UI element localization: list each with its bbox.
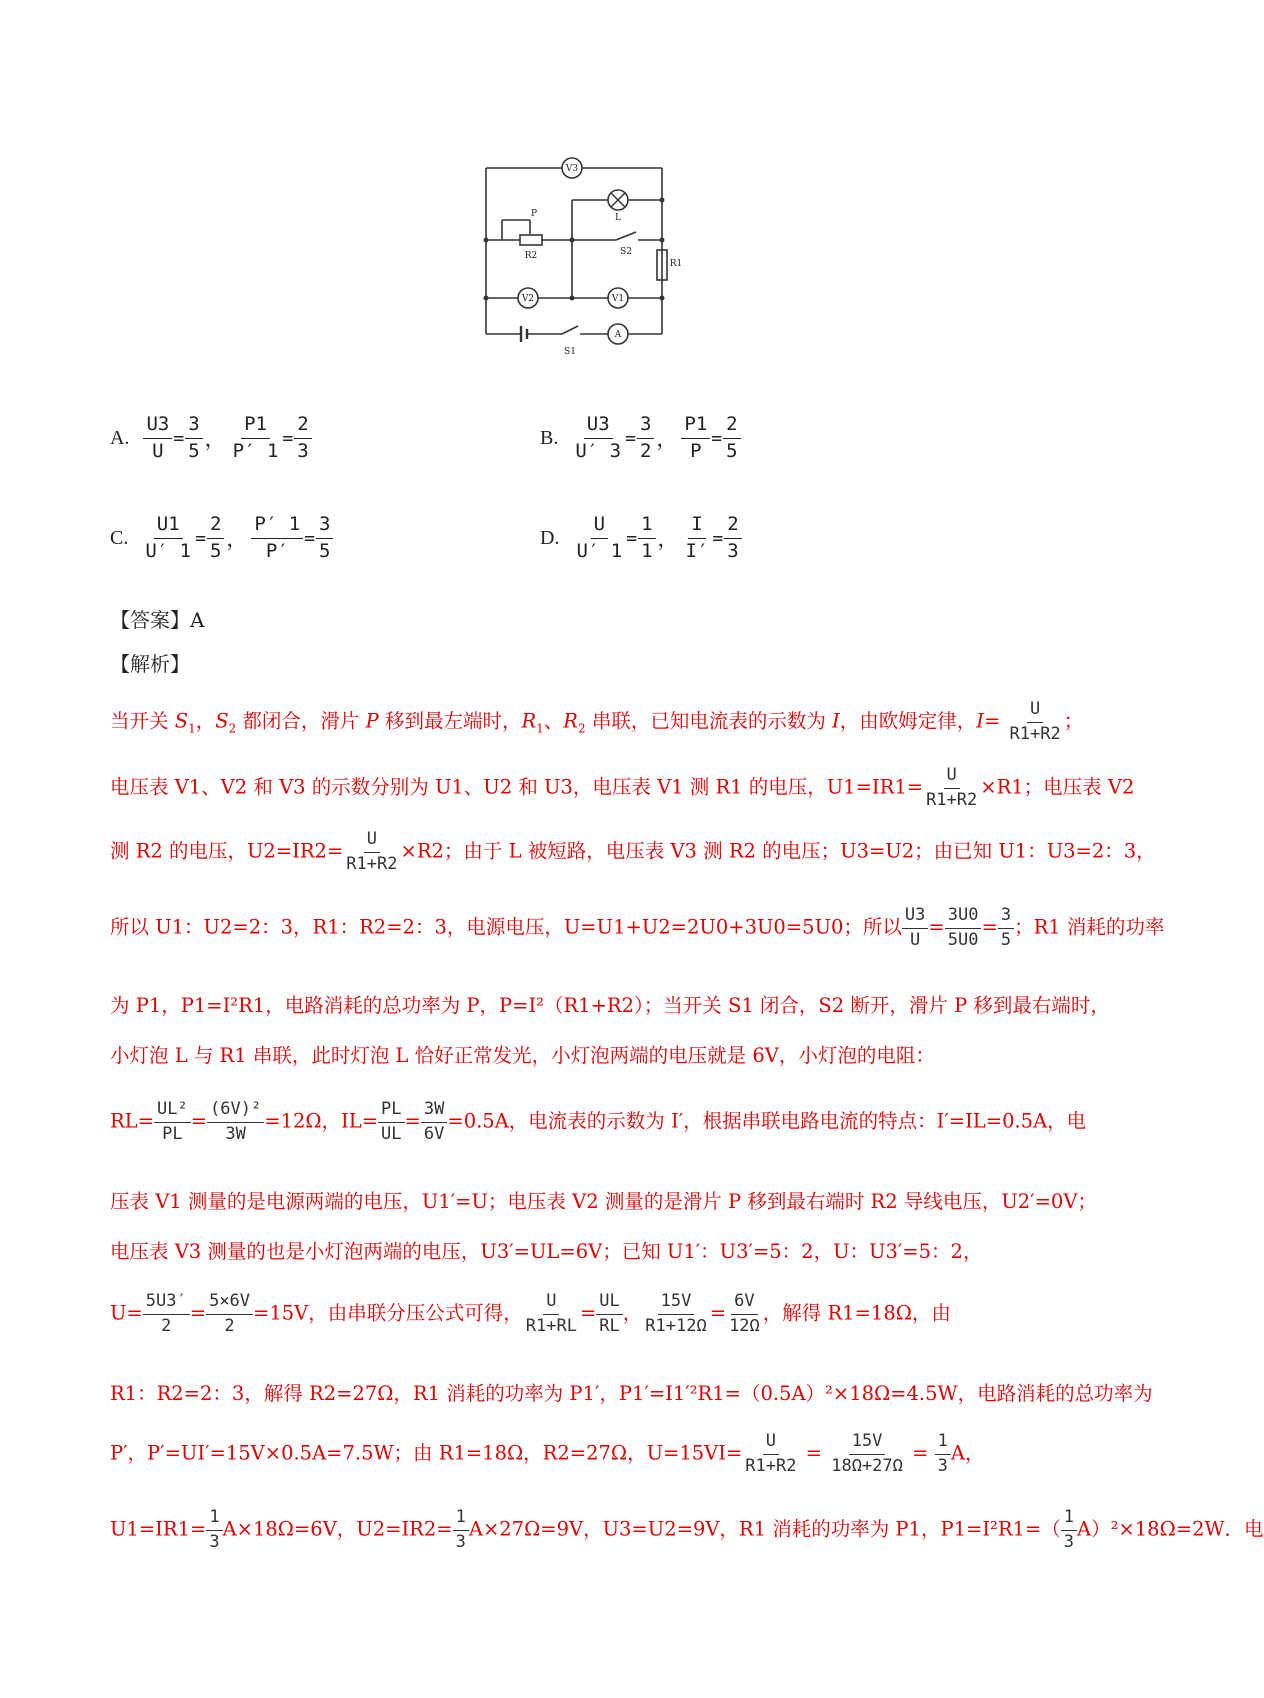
fraction-denominator: U′ 1 bbox=[145, 539, 192, 562]
label-p: P bbox=[530, 209, 538, 219]
fraction-numerator: P1 bbox=[241, 414, 270, 439]
fraction-numerator: 1 bbox=[638, 514, 655, 539]
fraction-numerator: 2 bbox=[724, 514, 741, 539]
option-letter: A. bbox=[110, 426, 130, 449]
analysis-line-2: 电压表 V1、V2 和 V3 的示数分别为 U1、U2 和 U3，电压表 V1 测 R1 的电压，U1=IR1= $\frac{U}{R1+R2}$ ×R1；电压表 V2 bbox=[110, 765, 1135, 810]
fraction bbox=[723, 414, 740, 463]
label-lamp: L bbox=[615, 213, 621, 223]
fraction: $\frac{\text{(6V)²}}{3W}$ bbox=[207, 1100, 264, 1144]
fraction-denominator: P′ bbox=[265, 539, 289, 562]
fraction: $\frac{1}{3}$ bbox=[1061, 1508, 1077, 1552]
fraction-denominator: 5 bbox=[319, 539, 331, 562]
analysis-line-4: 所以 U1：U2=2：3，R1：R2=2：3，电源电压，U=U1+U2=2U0+3U0=5U0；所以 $\frac{U3}{U}$ = $\frac{3U0}{5U0}$ = $\frac{3}{5}$ ；R1 消耗的功率 bbox=[110, 905, 1165, 950]
fraction bbox=[681, 414, 710, 463]
fraction bbox=[142, 514, 194, 563]
fraction: $\frac{UL}{RL}$ bbox=[596, 1292, 622, 1336]
analysis-label: 【解析】 bbox=[110, 652, 190, 676]
fraction-denominator: 5 bbox=[726, 439, 738, 462]
fraction-denominator: 3 bbox=[297, 439, 309, 462]
fraction bbox=[638, 514, 655, 563]
option-c: C. $\frac{U1}{U' 1}$ = $\frac{2}{5}$ ， $\frac{P' 1}{P'}$ = $\frac{3}{5}$ bbox=[110, 514, 333, 563]
analysis-line-13: U1=IR1= $\frac{1}{3}$ A×18Ω=6V，U2=IR2= $\frac{1}{3}$ A×27Ω=9V，U3=U2=9V，R1 消耗的功率为 P1，P1=I²R1=（ $\frac{1}{3}$ A）²×18Ω=2W．电 bbox=[110, 1507, 1264, 1552]
analysis-line-12: P′，P′=UI′=15V×0.5A=7.5W；由 R1=18Ω，R2=27Ω，U=15VI= $\frac{U}{R1+R2}$ = $\frac{15V}{18\Omega+27\Omega}$ = $\frac{1}{3}$ A， bbox=[110, 1431, 985, 1476]
fraction-denominator: P′ 1 bbox=[232, 439, 279, 462]
fraction-denominator: 3 bbox=[727, 539, 739, 562]
label-v2: V2 bbox=[521, 294, 535, 304]
fraction bbox=[572, 414, 624, 463]
fraction: $\frac{U}{R1+R2}$ bbox=[926, 765, 978, 810]
fraction bbox=[207, 514, 224, 563]
fraction: $\frac{PL}{UL}$ bbox=[378, 1100, 404, 1144]
fraction-numerator: P1 bbox=[681, 414, 710, 439]
fraction-numerator: 3 bbox=[316, 514, 333, 539]
option-letter: C. bbox=[110, 526, 129, 549]
label-r1: R1 bbox=[669, 259, 683, 269]
fraction: $\frac{1}{3}$ bbox=[206, 1508, 222, 1552]
analysis-line-8: 压表 V1 测量的是电源两端的电压，U1′=U；电压表 V2 测量的是滑片 P 移到最右端时 R2 导线电压，U2′=0V； bbox=[110, 1190, 1097, 1213]
fraction-denominator: 2 bbox=[639, 439, 652, 462]
option-b: B. $\frac{U3}{U' 3}$ = $\frac{3}{2}$ ， $\frac{P1}{P}$ = $\frac{2}{5}$ bbox=[540, 414, 741, 463]
fraction bbox=[573, 514, 625, 563]
fraction: $\frac{5U3'}{2}$ bbox=[143, 1292, 190, 1336]
fraction: $\frac{3}{5}$ bbox=[998, 906, 1014, 950]
fraction bbox=[251, 514, 303, 563]
fraction-numerator: 3 bbox=[637, 414, 654, 439]
fraction bbox=[316, 514, 333, 563]
fraction-numerator: U1 bbox=[154, 514, 183, 539]
option-letter: D. bbox=[540, 526, 560, 549]
fraction bbox=[637, 414, 654, 463]
fraction-denominator: U′ 1 bbox=[576, 539, 623, 562]
fraction-numerator: 2 bbox=[294, 414, 311, 439]
fraction: $\frac{1}{3}$ bbox=[453, 1508, 469, 1552]
analysis-line-7: RL= $\frac{\text{UL²}}{PL}$ = $\frac{\text{(6V)²}}{3W}$ =12Ω，IL= $\frac{PL}{UL}$ = $\frac{3W}{6V}$ =0.5A，电流表的示数为 I′，根据串联电路电流的特点：I′=IL=0.5A，电 bbox=[110, 1099, 1087, 1144]
fraction bbox=[683, 514, 712, 563]
fraction: $\frac{3W}{6V}$ bbox=[421, 1100, 447, 1144]
analysis-line-10: U= $\frac{5U3'}{2}$ = $\frac{5\times 6V}{2}$ =15V，由串联分压公式可得， $\frac{U}{R1+RL}$ = $\frac{UL}{RL}$ ， $\frac{15V}{R1+12\Omega}$ = $\frac{6V}{12\Omega}$ ，解得 R1=18Ω，由 bbox=[110, 1291, 951, 1336]
label-v3: V3 bbox=[565, 164, 579, 174]
fraction: $\frac{1}{3}$ bbox=[935, 1432, 951, 1476]
label-v1: V1 bbox=[611, 294, 625, 304]
fraction: $\frac{U}{R1+R2}$ bbox=[745, 1431, 797, 1476]
analysis-line-11: R1：R2=2：3，解得 R2=27Ω，R1 消耗的功率为 P1′，P1′=I1′²R1=（0.5A）²×18Ω=4.5W，电路消耗的总功率为 bbox=[110, 1382, 1153, 1405]
analysis-line-3: 测 R2 的电压，U2=IR2= $\frac{U}{R1+R2}$ ×R2；由于 L 被短路，电压表 V3 测 R2 的电压；U3=U2；由已知 U1：U3=2：3， bbox=[110, 829, 1156, 874]
circuit-svg bbox=[480, 158, 720, 390]
option-a: A. $\frac{U3}{U}$ = $\frac{3}{5}$ ， $\frac{P1}{P' 1}$ = $\frac{2}{3}$ bbox=[110, 414, 312, 463]
fraction-denominator: U bbox=[152, 439, 164, 462]
fraction: $\frac{U}{R1+RL}$ bbox=[525, 1291, 577, 1336]
fraction bbox=[724, 514, 741, 563]
fraction-numerator: U3 bbox=[584, 414, 613, 439]
fraction-denominator: I′ bbox=[685, 539, 709, 562]
fraction bbox=[230, 414, 282, 463]
label-r2: R2 bbox=[524, 251, 538, 261]
option-letter: B. bbox=[540, 426, 559, 449]
analysis-line-6: 小灯泡 L 与 R1 串联，此时灯泡 L 恰好正常发光，小灯泡两端的电压就是 6V，小灯泡的电阻： bbox=[110, 1044, 935, 1067]
fraction-denominator: 5 bbox=[209, 539, 222, 562]
label-ammeter: A bbox=[614, 330, 622, 340]
analysis-line-1: 当开关 $S_1$，$S_2$ 都闭合，滑片 P 移到最左端时，$R_1$、$R_2$ 串联，已知电流表的示数为 I，由欧姆定律，I= $\frac{U}{R1+R2}$ ； bbox=[110, 699, 1084, 744]
label-s1: S1 bbox=[564, 347, 576, 357]
fraction bbox=[185, 414, 202, 463]
fraction-numerator: U3 bbox=[143, 414, 172, 439]
fraction: $\frac{U}{R1+R2}$ bbox=[1009, 699, 1061, 744]
fraction bbox=[294, 414, 311, 463]
answer-label: 【答案】A bbox=[110, 608, 205, 632]
fraction-denominator: P bbox=[690, 439, 702, 462]
fraction-denominator: U′ 3 bbox=[575, 439, 622, 462]
fraction-numerator: U bbox=[591, 514, 608, 539]
analysis-line-5: 为 P1，P1=I²R1，电路消耗的总功率为 P，P=I²（R1+R2）；当开关 S1 闭合，S2 断开，滑片 P 移到最右端时， bbox=[110, 994, 1110, 1017]
fraction: $\frac{5\times 6V}{2}$ bbox=[206, 1292, 253, 1336]
label-s2: S2 bbox=[620, 247, 632, 257]
fraction-numerator: P′ 1 bbox=[251, 514, 303, 539]
fraction-numerator: 2 bbox=[207, 514, 224, 539]
fraction bbox=[143, 414, 172, 463]
fraction: $\frac{\text{UL²}}{PL}$ bbox=[154, 1100, 191, 1144]
fraction-numerator: I bbox=[688, 514, 705, 539]
fraction: $\frac{U3}{U}$ bbox=[902, 906, 928, 950]
option-d: D. $\frac{U}{U' 1}$ = $\frac{1}{1}$ ， $\frac{I}{I'}$ = $\frac{2}{3}$ bbox=[540, 514, 742, 563]
fraction-denominator: 5 bbox=[188, 439, 200, 462]
fraction: $\frac{15V}{18\Omega+27\Omega}$ bbox=[831, 1431, 903, 1476]
analysis-line-9: 电压表 V3 测量的也是小灯泡两端的电压，U3′=UL=6V；已知 U1′：U3′=5：2，U：U3′=5：2， bbox=[110, 1240, 983, 1263]
fraction: $\frac{15V}{R1+12\Omega}$ bbox=[645, 1291, 707, 1336]
fraction-numerator: 2 bbox=[723, 414, 740, 439]
circuit-diagram bbox=[480, 158, 720, 390]
fraction: $\frac{6V}{12\Omega}$ bbox=[729, 1291, 760, 1336]
fraction-numerator: 3 bbox=[185, 414, 202, 439]
fraction: $\frac{3U0}{5U0}$ bbox=[945, 906, 982, 950]
fraction-denominator: 1 bbox=[641, 539, 653, 562]
fraction: $\frac{U}{R1+R2}$ bbox=[346, 829, 398, 874]
